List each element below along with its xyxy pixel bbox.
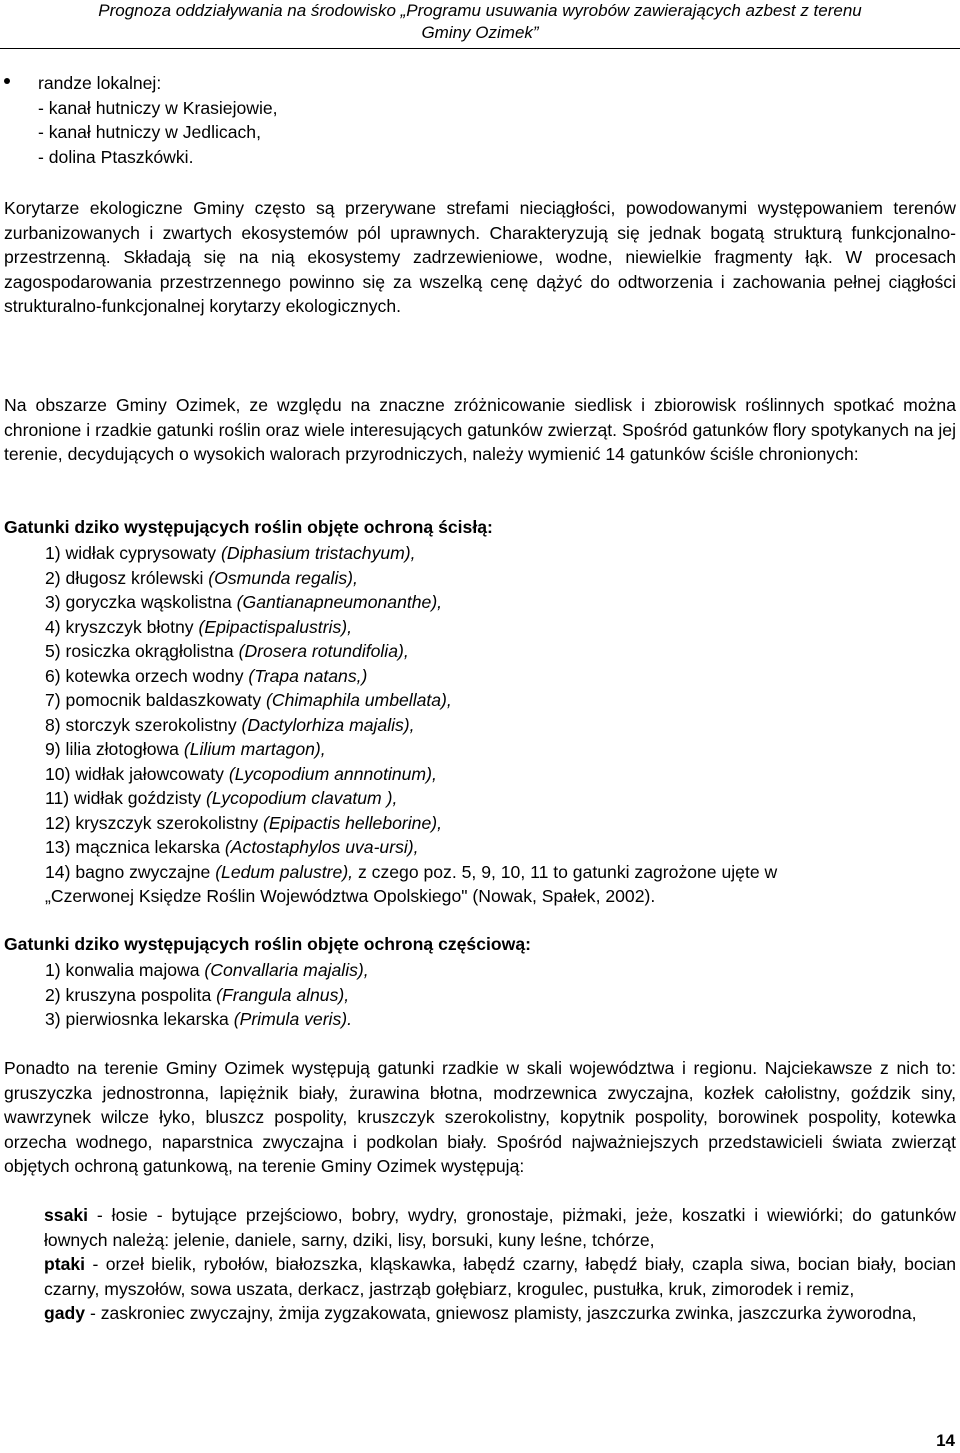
- bullet-intro: randze lokalnej:: [38, 73, 162, 93]
- list-item: 12) kryszczyk szerokolistny (Epipactis helleborine),: [45, 812, 442, 833]
- list-item: 11) widłak goździsty (Lycopodium clavatum ),: [45, 788, 398, 808]
- paragraph-text: Na obszarze Gminy Ozimek, ze względu na znaczne zróżnicowanie siedlisk i zbiorowisk roślinnych spotkać można chronione i rzadkie gatunki roślin oraz wiele interesujących gatunków zwierząt. Spośród gatunków flory spotykanych na jej terenie, decydujących o wysokich walorach przyrodniczych, należy wymienić 14 gatunków ściśle chronionych:: [4, 395, 956, 464]
- list-item: 8) storczyk szerokolistny (Dactylorhiza majalis),: [45, 714, 415, 735]
- list-item: 13) mącznica lekarska (Actostaphylos uva-ursi),: [45, 837, 419, 857]
- bullet-item: - kanał hutniczy w Jedlicach,: [38, 122, 261, 142]
- list-item: 10) widłak jałowcowaty (Lycopodium annnotinum),: [45, 763, 437, 784]
- partial-species-list: [45, 958, 369, 1032]
- bullet-list: [38, 71, 278, 169]
- list-item: 7) pomocnik baldaszkowaty (Chimaphila umbellata),: [45, 690, 452, 710]
- animal-group-mammals: ssaki - łosie - bytujące przejściowo, bobry, wydry, gronostaje, piżmaki, jeże, koszatki i wiewiórki; do gatunków łownych należą: jelenie, daniele, sarny, dziki, lisy, borsuki, kuny leśne, tchórze,: [44, 1205, 956, 1250]
- list-item: 5) rosiczka okrągłolistna (Drosera rotundifolia),: [45, 641, 409, 661]
- list-item: 1) widłak cyprysowaty (Diphasium tristachyum),: [45, 543, 416, 563]
- header-line-2: Gminy Ozimek”: [421, 23, 539, 42]
- bullet-item: - dolina Ptaszkówki.: [38, 146, 194, 167]
- animal-group-birds: ptaki - orzeł bielik, rybołów, białozszka, kląskawka, łabędź czarny, łabędź biały, czapla siwa, bocian biały, bocian czarny, myszołów, sowa uszata, derkacz, jastrząb gołębiarz, krogulec, pustułka, kruk, zimorodek i remiz,: [44, 1254, 956, 1299]
- list-item: 3) pierwiosnka lekarska (Primula veris).: [45, 1009, 353, 1029]
- bullet-item: - kanał hutniczy w Krasiejowie,: [38, 97, 278, 118]
- list-item: 9) lilia złotogłowa (Lilium martagon),: [45, 739, 326, 759]
- list-item: 2) kruszyna pospolita (Frangula alnus),: [45, 984, 350, 1005]
- header-divider: [0, 48, 960, 49]
- paragraph-text: Ponadto na terenie Gminy Ozimek występują gatunki rzadkie w skali województwa i regionu. Najciekawsze z nich to: gruszyczka jednostronna, lapiężnik biały, żurawina błotna, modrzewnica zwyczajna, kozłek całolistny, goździk siny, wawrzynek wilcze łyko, bluszcz pospolity, kruszczyk szerokolistny, kopytnik pospolity, borowinek pospolity, kotewka orzecha wodnego, naparstnica zwyczajna i podkolan biały. Spośród najważniejszych przedstawicieli świata zwierząt objętych ochroną gatunkową, na terenie Gminy Ozimek występują:: [4, 1058, 956, 1176]
- strict-species-list: [45, 541, 953, 909]
- strict-protection-heading: Gatunki dziko występujących roślin objęte ochroną ścisłą:: [4, 517, 493, 537]
- flora-paragraph: [4, 393, 956, 467]
- page-header: [0, 0, 960, 44]
- paragraph-text: Korytarze ekologiczne Gminy często są przerywane strefami nieciągłości, powodowanymi występowaniem terenów zurbanizowanych i zwartych ekosystemów pól uprawnych. Charakteryzują się jednak bogatą strukturą funkcjonalno-przestrzenną. Składają się na nią ekosystemy zadrzewieniowe, wodne, niewielkie fragmenty łąk. W procesach zagospodarowania przestrzennego powinno się za wszelką cenę dążyć do odtworzenia i zachowania pełnej ciągłości strukturalno-funkcjonalnej korytarzy ekologicznych.: [4, 198, 956, 316]
- list-item: 1) konwalia majowa (Convallaria majalis),: [45, 960, 369, 980]
- list-item: 3) goryczka wąskolistna (Gantianapneumonanthe),: [45, 592, 443, 612]
- header-line-1: Prognoza oddziaływania na środowisko „Programu usuwania wyrobów zawierających azbest z terenu: [98, 1, 862, 20]
- list-item-continuation: „Czerwonej Księdze Roślin Województwa Opolskiego" (Nowak, Spałek, 2002).: [45, 886, 656, 906]
- fauna-paragraph: [4, 1056, 956, 1179]
- bullet-icon: [4, 78, 10, 84]
- animals-list: [44, 1203, 956, 1326]
- list-item: 4) kryszczyk błotny (Epipactispalustris),: [45, 616, 353, 637]
- corridors-paragraph: [4, 196, 956, 319]
- list-item: 6) kotewka orzech wodny (Trapa natans,): [45, 665, 368, 686]
- partial-protection-heading: Gatunki dziko występujących roślin objęte ochroną częściową:: [4, 934, 531, 954]
- list-item: 2) długosz królewski (Osmunda regalis),: [45, 567, 358, 588]
- page-number: 14: [936, 1431, 955, 1450]
- list-item: 14) bagno zwyczajne (Ledum palustre), z czego poz. 5, 9, 10, 11 to gatunki zagrożone ujęte w: [45, 861, 778, 882]
- animal-group-reptiles: gady - zaskroniec zwyczajny, żmija zygzakowata, gniewosz plamisty, jaszczurka zwinka, jaszczurka żyworodna,: [44, 1303, 917, 1323]
